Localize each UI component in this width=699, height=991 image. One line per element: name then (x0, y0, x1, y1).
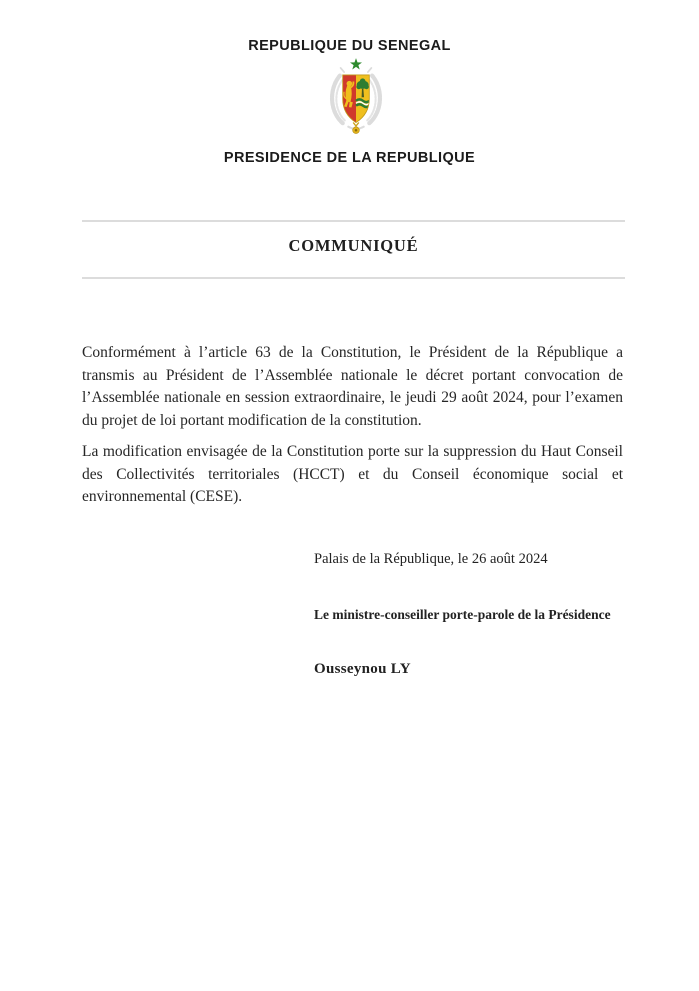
institution-title: PRESIDENCE DE LA REPUBLIQUE (223, 150, 476, 166)
signatory-name: Ousseynou LY (314, 661, 411, 677)
paragraph-modification: La modification envisagée de la Constitution porte sur la suppression du Haut Conseil des Collectivités territoriales (HCCT) et du Conseil économique social et environnemental (CESE). (82, 443, 623, 505)
signatory-title: Le ministre-conseiller porte-parole de la Présidence (314, 607, 611, 622)
place-and-date: Palais de la République, le 26 août 2024 (314, 551, 548, 567)
document-body (82, 342, 623, 518)
senegal-coat-of-arms-icon (321, 58, 391, 138)
country-title: REPUBLIQUE DU SENEGAL (248, 38, 451, 54)
top-divider (82, 220, 625, 222)
bottom-divider (82, 277, 625, 279)
document-title: COMMUNIQUÉ (288, 236, 419, 255)
paragraph-convocation: Conformément à l’article 63 de la Constitution, le Président de la République a transmis au Président de l’Assemblée nationale le décret portant convocation de l’Assemblée nationale en session extraordinaire, le jeudi 29 août 2024, pour l’examen du projet de loi portant modification de la constitution. (82, 344, 623, 429)
